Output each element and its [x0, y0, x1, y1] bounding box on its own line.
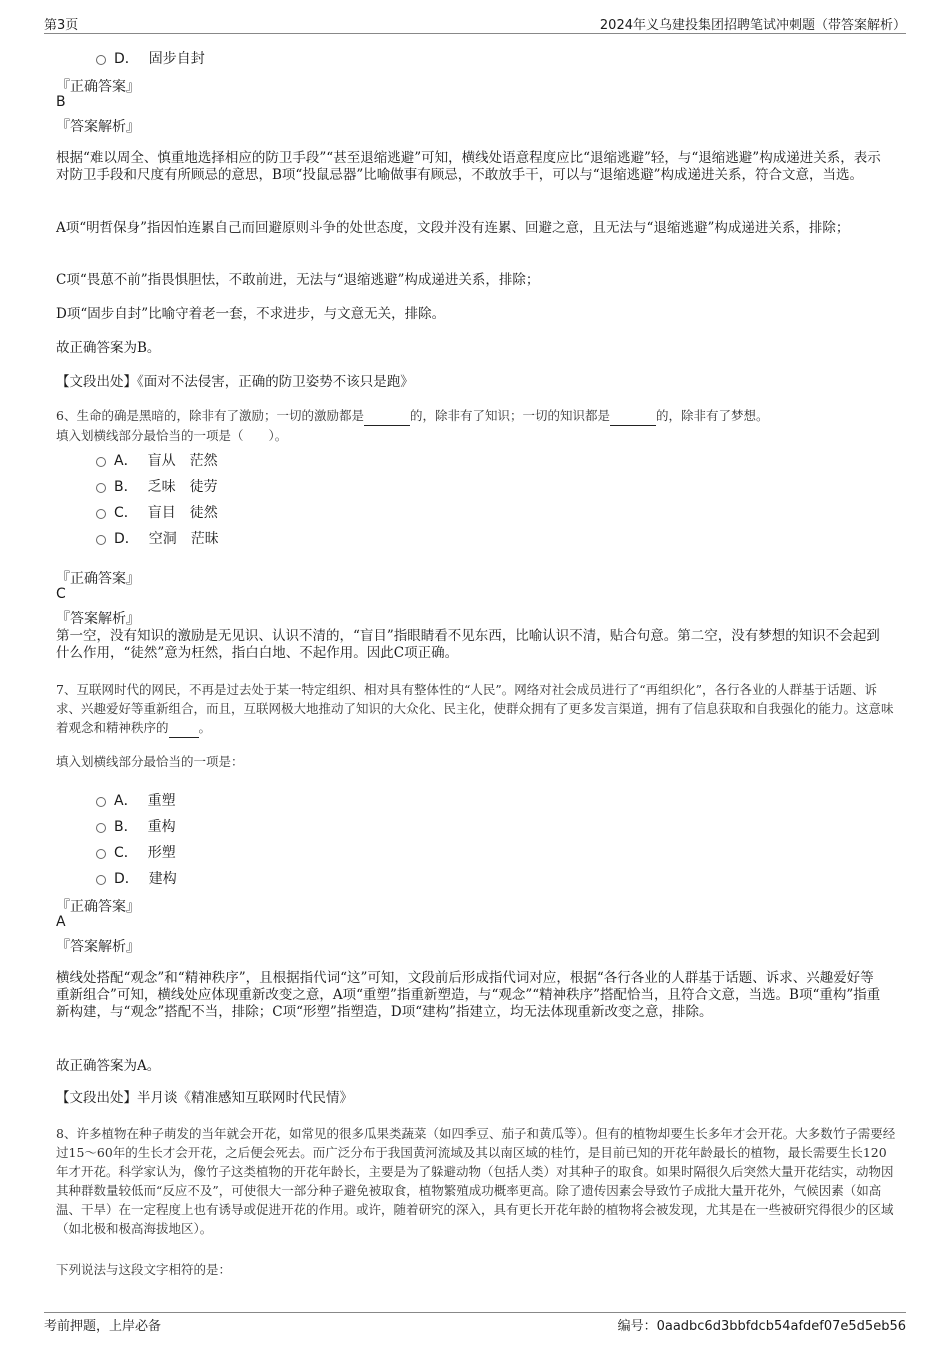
q5-option-d[interactable]: D． 固步自封 — [96, 48, 205, 68]
blank-1 — [364, 406, 410, 426]
q6-analysis-tag: 『答案解析』 — [56, 611, 140, 627]
radio-icon[interactable] — [96, 797, 106, 807]
page-header — [44, 10, 906, 34]
q7-answer: A — [56, 914, 66, 930]
radio-icon[interactable] — [96, 535, 106, 545]
q7-prompt: 填入划横线部分最恰当的一项是： — [56, 754, 244, 769]
footer-slogan: 考前押题，上岸必备 — [44, 1319, 162, 1334]
q5-conclusion: 故正确答案为B。 — [56, 340, 161, 356]
q6-prompt: 填入划横线部分最恰当的一项是（ ）。 — [56, 428, 288, 443]
q5-answer-tag: 『正确答案』 — [56, 79, 140, 95]
q5-answer: B — [56, 94, 66, 110]
q8-stem: 8、许多植物在种子萌发的当年就会开花，如常见的很多瓜果类蔬菜（如四季豆、茄子和黄瓜等）。但有的植物却要生长多年才会开花。大多数竹子需要经过15～60年的生长才会开花，之后便会死去。而广泛分布于我国黄河流域及其以南区域的桂竹，是目前已知的开花年龄最长的植物，最长需要生长120年才开花。科学家认为，像竹子这类植物的开花年龄长，主要是为了躲避动物（包括人类）对其种子的取食。如果时隔很久后突然大量开花结实，动物因其种群数量较低而“反应不及”，可使很大一部分种子避免被取食，植物繁殖成功概率更高。除了遗传因素会导致竹子成批大量开花外，气候因素（如高温、干旱）在一定程度上也有诱导或促进开花的作用。或许，随着研究的深入，具有更长开花年龄的植物将会被发现，尤其是在一些被研究得很少的区域（如北极和极高海拔地区）。 — [56, 1126, 896, 1236]
q5-analysis-para2: A项“明哲保身”指因怕连累自己而回避原则斗争的处世态度，文段并没有连累、回避之意，且无法与“退缩逃避”构成递进关系，排除； — [56, 220, 850, 236]
radio-icon[interactable] — [96, 483, 106, 493]
q5-analysis-para1: 根据“难以周全、慎重地选择相应的防卫手段”“甚至退缩逃避”可知，横线处语意程度应比“退缩逃避”轻，与“退缩逃避”构成递进关系，表示对防卫手段和尺度有所顾忌的意思，B项“投鼠忌器”比喻做事有顾忌，不敢放手干，可以与“退缩逃避”构成递进关系，符合文意，当选。 — [56, 150, 881, 183]
q7-answer-tag: 『正确答案』 — [56, 899, 140, 915]
q6-analysis: 第一空，没有知识的激励是无见识、认识不清的，“盲目”指眼睛看不见东西，比喻认识不清，贴合句意。第二空，没有梦想的知识不会起到什么作用，“徒然”意为枉然，指白白地、不起作用。因此C项正确。 — [56, 628, 880, 661]
q6-option-b[interactable]: B． 乏味 徒劳 — [96, 476, 218, 496]
document-code: 编号：0aadbc6d3bbfdcb54afdef07e5d5eb56 — [617, 1319, 906, 1334]
q5-analysis-tag: 『答案解析』 — [56, 119, 140, 135]
page-number: 第3页 — [44, 18, 79, 33]
q6-answer: C — [56, 586, 66, 602]
q6-option-c[interactable]: C． 盲目 徒然 — [96, 502, 218, 522]
q7-stem: 7、互联网时代的网民，不再是过去处于某一特定组织、相对具有整体性的“人民”。网络对社会成员进行了“再组织化”，各行各业的人群基于话题、诉求、兴趣爱好等重新组合，而且，互联网极大地推动了知识的大众化、民主化，使群众拥有了更多发言渠道，拥有了信息获取和自我强化的能力。这意味着观念和精神秩序的 。 — [56, 680, 896, 738]
q8-prompt: 下列说法与这段文字相符的是： — [56, 1262, 232, 1277]
q5-analysis-para4: D项“固步自封”比喻守着老一套，不求进步，与文意无关，排除。 — [56, 306, 446, 322]
q7-analysis-tag: 『答案解析』 — [56, 939, 140, 955]
blank-2 — [610, 406, 656, 426]
q6-answer-tag: 『正确答案』 — [56, 571, 140, 587]
q7-analysis-para1: 横线处搭配“观念”和“精神秩序”，且根据指代词“这”可知，文段前后形成指代词对应，根据“各行各业的人群基于话题、诉求、兴趣爱好等重新组合”可知，横线处应体现重新改变之意，A项“重塑”指重新塑造，与“观念”“精神秩序”搭配恰当，且符合文意，当选。B项“重构”指重新构建，与“观念”搭配不当，排除；C项“形塑”指塑造，D项“建构”指建立，均无法体现重新改变之意，排除。 — [56, 970, 881, 1020]
q5-source: 【文段出处】《面对不法侵害，正确的防卫姿势不该只是跑》 — [56, 374, 414, 390]
q7-option-b[interactable]: B． 重构 — [96, 816, 176, 836]
q5-analysis-para3: C项“畏葸不前”指畏惧胆怯，不敢前进，无法与“退缩逃避”构成递进关系，排除； — [56, 272, 540, 288]
q7-option-a[interactable]: A． 重塑 — [96, 790, 176, 810]
q6-option-d[interactable]: D． 空洞 茫昧 — [96, 528, 219, 548]
document-title: 2024年义乌建投集团招聘笔试冲刺题（带答案解析） — [599, 18, 906, 33]
radio-icon[interactable] — [96, 457, 106, 467]
radio-icon[interactable] — [96, 849, 106, 859]
radio-icon[interactable] — [96, 875, 106, 885]
page-footer — [44, 1312, 906, 1332]
blank-1 — [169, 718, 199, 738]
q7-option-c[interactable]: C． 形塑 — [96, 842, 176, 862]
q7-option-d[interactable]: D． 建构 — [96, 868, 177, 888]
radio-icon[interactable] — [96, 823, 106, 833]
radio-icon[interactable] — [96, 55, 106, 65]
q6-stem: 6、生命的确是黑暗的，除非有了激励；一切的激励都是 的，除非有了知识；一切的知识都是 的，除非有了梦想。 — [56, 406, 896, 426]
q6-option-a[interactable]: A． 盲从 茫然 — [96, 450, 218, 470]
q7-conclusion: 故正确答案为A。 — [56, 1058, 161, 1074]
q7-source: 【文段出处】半月谈《精准感知互联网时代民情》 — [56, 1090, 353, 1106]
radio-icon[interactable] — [96, 509, 106, 519]
